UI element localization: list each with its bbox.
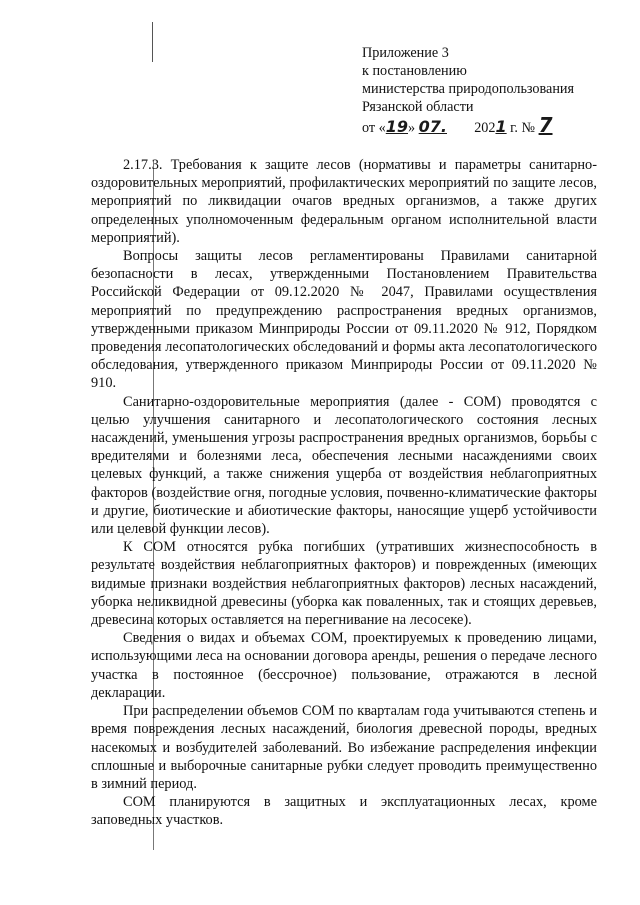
paragraph-distribution: При распределении объемов СОМ по кварталам года учитываются степень и время повреждения лесных насаждений, биология древесной породы, вредных насекомых и возбудителей заболеваний. Во избежание распределения инфекции сплошные и выборочные санитарные рубки следует проводить преимущественно в зимний период. [91,703,597,792]
header-appendix: Приложение 3 [362,45,449,61]
paragraph-planning: СОМ планируются в защитных и эксплуатационных лесах, кроме заповедных участков. [91,794,597,829]
header-region: Рязанской области [362,99,474,115]
paragraph-declaration: Сведения о видах и объемах СОМ, проектируемых к проведению лицами, использующими леса на основании договора аренды, решения о передаче лесного участка в постоянное (бессрочное) пользование, отражаются в лесной декларации. [91,630,597,701]
paragraph-som-definition: Санитарно-оздоровительные мероприятия (далее - СОМ) проводятся с целью улучшения санитарного и лесопатологического состояния лесных насаждений, уменьшения угрозы распространения вредных организмов, борьбы с вредителями и болезнями леса, обеспечения лесными насаждениями своих целевых функций, а также снижения ущерба от воздействия неблагоприятных факторов (воздействие огня, погодные условия, почвенно-климатические факторы и другие, биотические и абиотические факторы, наносящие ущерб устойчивости или целевой функции лесов). [91,393,597,538]
scan-binding-line-top [152,22,153,62]
date-prefix: от « [362,120,386,136]
section-2-17-3-heading: 2.17.3. Требования к защите лесов (нормативы и параметры санитарно-оздоровительных мероприятий, профилактических мероприятий по защите лесов, мероприятий по ликвидации очагов вредных организмов, а также других определенных уполномоченным федеральным органом исполнительной власти мероприятий). [91,157,597,246]
document-number-handwritten: 7 [538,113,553,137]
date-day-handwritten: 19 [385,117,409,136]
date-suffix: г. № [506,120,536,136]
header-resolution: к постановлению [362,63,467,79]
date-year: 202 [474,120,496,136]
date-year-digit-handwritten: 1 [495,117,507,136]
document-header [362,44,622,137]
header-date-line [362,113,622,137]
paragraph-som-types: К СОМ относятся рубка погибших (утративших жизнеспособность в результате воздействия неблагоприятных факторов) и поврежденных (имеющих видимые признаки воздействия неблагоприятных факторов) лесных насаждений, уборка неликвидной древесины (уборка как поваленных, так и стоящих деревьев, древесина которых оставляется на перегнивание на лесосеке). [91,539,597,629]
header-ministry: министерства природопользования [362,81,575,97]
date-month-handwritten: 07. [418,117,447,136]
paragraph-regulations: Вопросы защиты лесов регламентированы Правилами санитарной безопасности в лесах, утвержденными Постановлением Правительства Российской Федерации от 09.12.2020 № 2047, Правилами осуществления мероприятий по предупреждению распространения вредных организмов, утвержденными приказом Минприроды России от 09.11.2020 № 912, Порядком проведения лесопатологических обследований и формы акта лесопатологического обследования, утвержденного приказом Минприроды России от 09.11.2020 № 910. [91,248,597,392]
document-body [91,156,597,830]
date-sep: » [408,120,416,136]
